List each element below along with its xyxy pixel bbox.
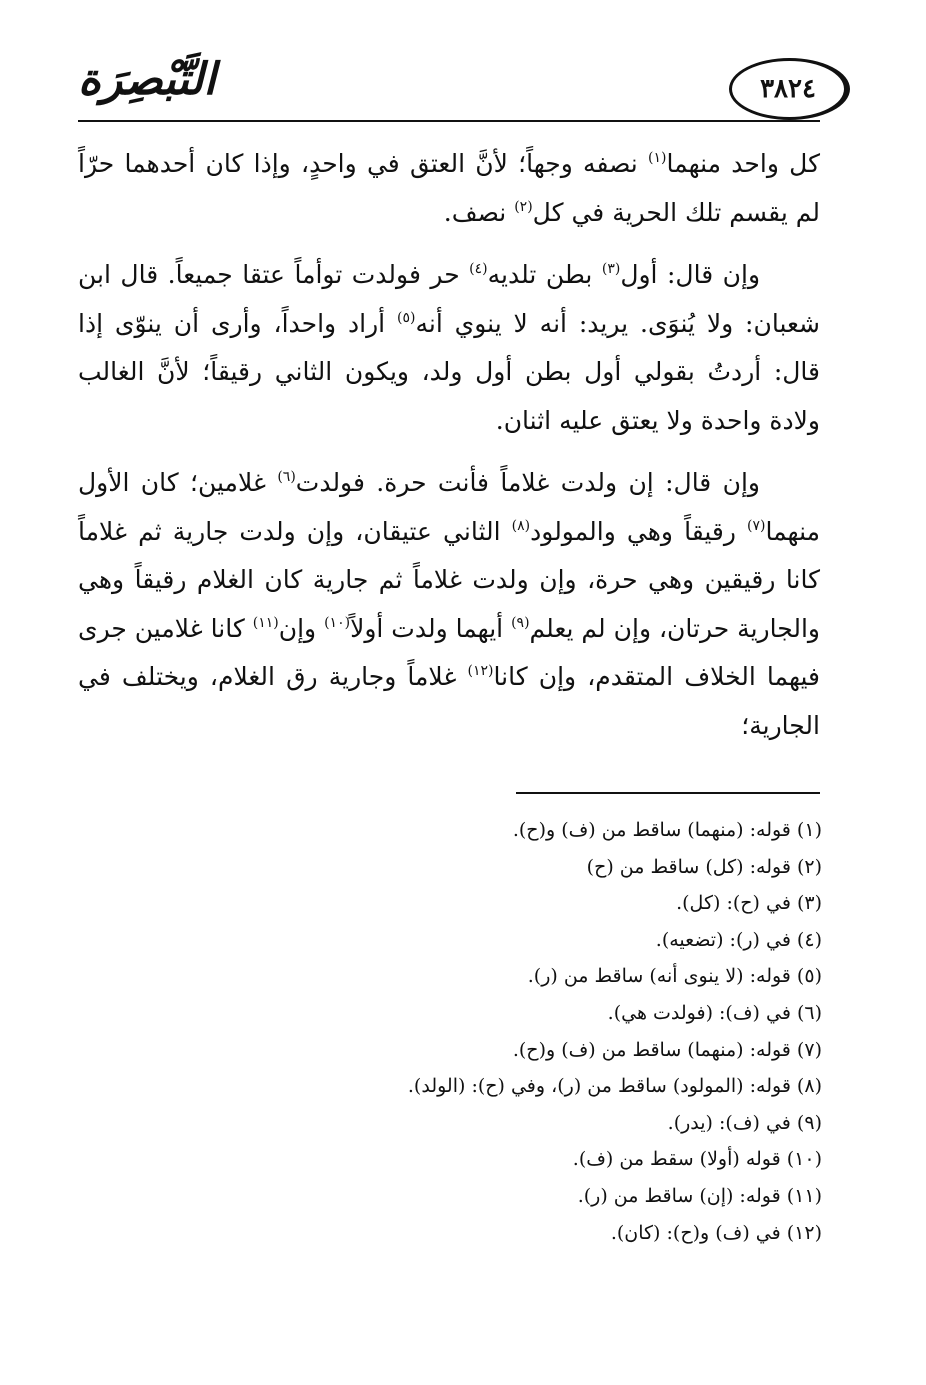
header-divider — [78, 120, 820, 122]
footnote-ref: (٣) — [601, 261, 621, 277]
text-run: أراد واحداً، وأرى أن ينوّى إذا قال: أردتُ بقولي أول بطن أول ولد، ويكون الثاني رقيقاً؛ لأنَّ الغالب ولادة واحدة ولا يعتق عليه اثنان. — [78, 308, 820, 435]
text-run: بطن تلديه — [487, 260, 602, 289]
text-run: رقيقاً وهي والمولود — [530, 516, 748, 546]
text-run: نصفه وجهاً؛ لأنَّ العتق في واحدٍ، وإذا كان أحدهما حرّاً لم يقسم تلك الحرية في كل — [78, 149, 820, 227]
paragraph-3 — [78, 459, 820, 750]
text-run: الثاني عتيقان، وإن ولدت جارية ثم غلاماً كانا رقيقين وهي حرة، وإن ولدت غلاماً ثم جارية كان الغلام رقيقاً وهي والجارية حرتان، وإن لم يعلم — [78, 516, 821, 643]
page-number: ٣٨٢٤ — [760, 74, 816, 104]
footnote-11: (١١) قوله: (إن) ساقط من (ر). — [577, 1184, 822, 1207]
footnote-ref: (١٠) — [324, 614, 351, 631]
footnote-ref: (٨) — [511, 517, 531, 534]
footnote-5: (٥) قوله: (لا ينوى أنه) ساقط من (ر). — [527, 965, 822, 988]
footnote-ref: (١) — [648, 150, 667, 166]
text-run: غلامين؛ كان الأول منهما — [78, 468, 821, 546]
footnote-3: (٣) في (ح): (كل). — [676, 892, 822, 915]
footnote-ref: (١٢) — [467, 663, 494, 679]
page-number-badge — [729, 58, 850, 120]
text-run: كانا غلامين جرى فيهما الخلاف المتقدم، وإن كانا — [78, 613, 820, 691]
footnote-divider — [516, 792, 820, 794]
footnote-9: (٩) في (ف): (يدر). — [667, 1111, 822, 1134]
text-run: غلاماً وجارية رق الغلام، ويختلف في الجارية؛ — [78, 662, 820, 740]
footnote-2: (٢) قوله: (كل) ساقط من (ح) — [586, 855, 822, 878]
text-run: وإن قال: إن ولدت غلاماً فأنت حرة. فولدت — [295, 468, 760, 497]
text-run: حر فولدت توأماً عتقا جميعاً. قال ابن شعبان: ولا يُنوَى. يريد: أنه لا ينوي أنه — [78, 260, 820, 338]
text-run: نصف. — [443, 197, 515, 227]
paragraph-2 — [78, 251, 820, 445]
text-run: أيهما ولدت أولاً — [350, 613, 512, 643]
footnote-1: (١) قوله: (منهما) ساقط من (ف) و(ح). — [512, 819, 822, 841]
footnote-ref: (٩) — [511, 614, 530, 631]
footnote-ref: (٢) — [514, 198, 533, 215]
footnote-10: (١٠) قوله (أولا) سقط من (ف). — [572, 1148, 822, 1171]
page-header — [70, 52, 850, 122]
footnote-ref: (٧) — [747, 517, 766, 534]
footnote-ref: (٥) — [397, 309, 416, 326]
text-run: وإن قال: أول — [620, 260, 761, 289]
footnote-7: (٧) قوله: (منهما) ساقط من (ف) و(ح). — [512, 1038, 822, 1061]
footnote-ref: (٤) — [469, 261, 488, 277]
footnote-6: (٦) في (ف): (فولدت هي). — [607, 1001, 822, 1024]
footnotes — [262, 812, 822, 1251]
footnote-8: (٨) قوله: (المولود) ساقط من (ر)، وفي (ح): (الولد). — [407, 1075, 822, 1098]
book-title: التَّبْصِرَة — [78, 54, 216, 105]
text-run: كل واحد منهما — [666, 149, 820, 178]
footnote-ref: (١١) — [252, 614, 279, 631]
footnote-4: (٤) في (ر): (تضعيه). — [655, 928, 822, 951]
footnote-12: (١٢) في (ف) و(ح): (كان). — [610, 1221, 822, 1244]
footnote-ref: (٦) — [277, 469, 296, 485]
main-text — [78, 140, 820, 764]
text-run: وإن — [278, 613, 325, 643]
paragraph-1 — [78, 140, 820, 237]
